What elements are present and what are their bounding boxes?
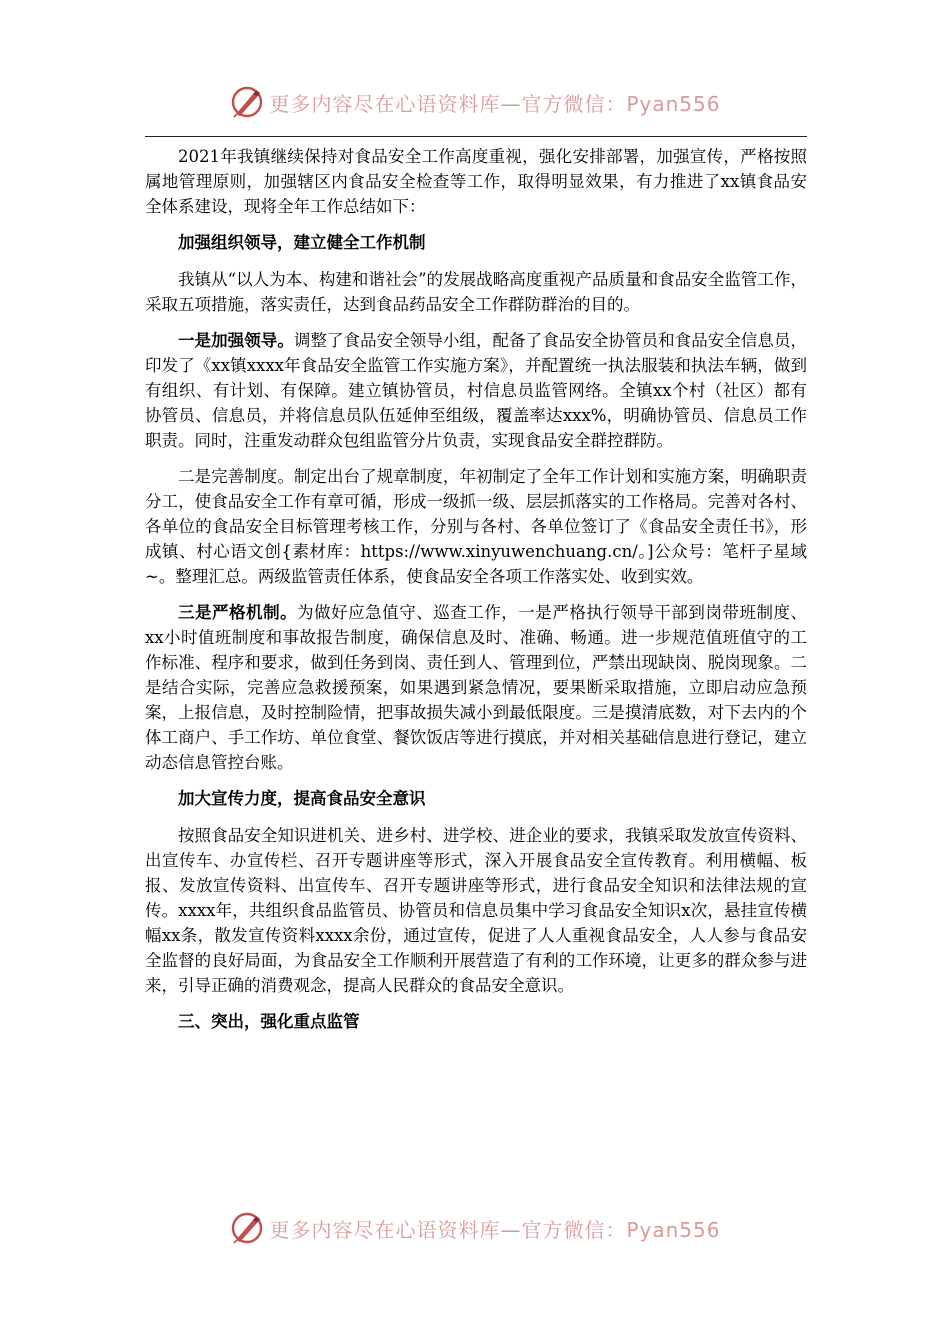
body-paragraph: 按照食品安全知识进机关、进乡村、进学校、进企业的要求，我镇采取发放宣传资料、出宣传车、办宣传栏、召开专题讲座等形式，深入开展食品安全宣传教育。利用横幅、板报、发放宣传资料、出宣传车、召开专题讲座等形式，进行食品安全知识和法律法规的宣传。xxxx年，共组织食品监管员、协管员和信息员集中学习食品安全知识x次，悬挂宣传横幅xx条，散发宣传资料xxxx余份，通过宣传，促进了人人重视食品安全，人人参与食品安全监督的良好局面，为食品安全工作顺利开展营造了有利的工作环境，让更多的群众参与进来，引导正确的消费观念，提高人民群众的食品安全意识。: [145, 826, 807, 995]
body-paragraph: 我镇从“以人为本、构建和谐社会”的发展战略高度重视产品质量和食品安全监管工作，采取五项措施，落实责任，达到食品药品安全工作群防群治的目的。: [145, 270, 807, 314]
pen-circle-logo-icon: [229, 84, 265, 120]
paragraph-body: 为做好应急值守、巡查工作，一是严格执行领导干部到岗带班制度、xx小时值班制度和事故报告制度，确保信息及时、准确、畅通。进一步规范值班值守的工作标准、程序和要求，做到任务到岗、责任到人、管理到位，严禁出现缺岗、脱岗现象。二是结合实际，完善应急救援预案，如果遇到紧急情况，要果断采取措施，立即启动应急预案，上报信息，及时控制险情，把事故损失减小到最低限度。三是摸清底数，对下去内的个体工商户、手工作坊、单位食堂、餐饮饭店等进行摸底，并对相关基础信息进行登记，建立动态信息管控台账。: [145, 603, 808, 772]
footer-banner: [0, 1206, 950, 1250]
pen-circle-logo-icon: [229, 1210, 265, 1246]
document-body: [145, 144, 807, 1046]
body-paragraph: [145, 328, 807, 453]
banner-text: 更多内容尽在心语资料库—官方微信：Pyan556: [269, 91, 721, 116]
intro-paragraph: 2021年我镇继续保持对食品安全工作高度重视，强化安排部署，加强宣传，严格按照属地管理原则，加强辖区内食品安全检查等工作，取得明显效果，有力推进了xx镇食品安全体系建设，现将全年工作总结如下：: [145, 147, 807, 216]
paragraph-lead: 三是严格机制。: [178, 603, 298, 622]
body-paragraph: [145, 600, 807, 775]
body-paragraph: 二是完善制度。制定出台了规章制度，年初制定了全年工作计划和实施方案，明确职责分工，使食品安全工作有章可循，形成一级抓一级、层层抓落实的工作格局。完善对各村、各单位的食品安全目标管理考核工作，分别与各村、各单位签订了《食品安全责任书》，形成镇、村心语文创{素材库：https://www.xinyuwenchuang.cn/。]公众号：笔杆子星域~。整理汇总。两级监管责任体系，使食品安全各项工作落实处、收到实效。: [145, 467, 807, 586]
paragraph-lead: 一是加强领导。: [178, 331, 294, 350]
header-divider: [145, 136, 807, 137]
header-banner: [0, 80, 950, 124]
section-heading: 加大宣传力度，提高食品安全意识: [178, 789, 426, 808]
banner-text: 更多内容尽在心语资料库—官方微信：Pyan556: [269, 1217, 721, 1242]
paragraph-body: 调整了食品安全领导小组，配备了食品安全协管员和食品安全信息员，印发了《xx镇xxxx年食品安全监管工作实施方案》，并配置统一执法服装和执法车辆，做到有组织、有计划、有保障。建立镇协管员，村信息员监管网络。全镇xx个村（社区）都有协管员、信息员，并将信息员队伍延伸至组级，覆盖率达xxx%，明确协管员、信息员工作职责。同时，注重发动群众包组监管分片负责，实现食品安全群控群防。: [145, 331, 808, 450]
section-heading: 加强组织领导，建立健全工作机制: [178, 233, 426, 252]
section-heading: 三、突出，强化重点监管: [178, 1012, 360, 1031]
